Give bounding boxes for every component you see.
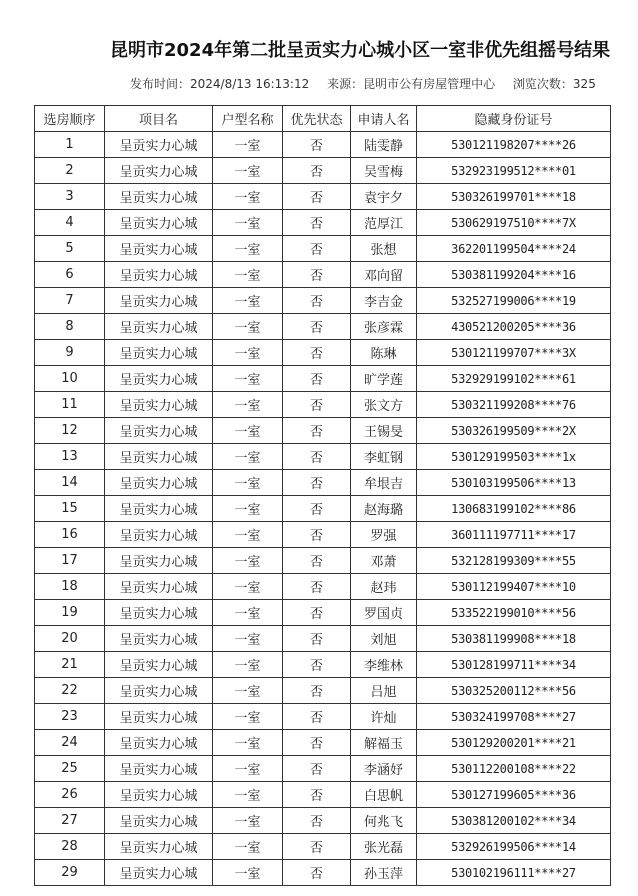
cell-id-number: 530326199701****18 [417,184,611,210]
cell-order: 26 [35,782,105,808]
cell-order: 4 [35,210,105,236]
cell-unit-type: 一室 [213,600,283,626]
cell-id-number: 532926199506****14 [417,834,611,860]
cell-order: 2 [35,158,105,184]
cell-unit-type: 一室 [213,444,283,470]
cell-priority: 否 [283,548,351,574]
cell-order: 10 [35,366,105,392]
cell-project: 呈贡实力心城 [105,730,213,756]
cell-id-number: 530127199605****36 [417,782,611,808]
cell-id-number: 530321199208****76 [417,392,611,418]
cell-unit-type: 一室 [213,808,283,834]
source: 来源：昆明市公有房屋管理中心 [327,77,496,91]
cell-applicant: 吕旭 [351,678,417,704]
cell-order: 6 [35,262,105,288]
cell-order: 1 [35,132,105,158]
cell-priority: 否 [283,340,351,366]
cell-applicant: 赵玮 [351,574,417,600]
cell-applicant: 牟垠吉 [351,470,417,496]
cell-applicant: 陆雯静 [351,132,417,158]
table-row [35,860,611,886]
cell-priority: 否 [283,392,351,418]
cell-id-number: 530324199708****27 [417,704,611,730]
cell-order: 24 [35,730,105,756]
cell-order: 13 [35,444,105,470]
table-row [35,704,611,730]
cell-unit-type: 一室 [213,834,283,860]
cell-applicant: 孙玉萍 [351,860,417,886]
cell-applicant: 李维林 [351,652,417,678]
cell-project: 呈贡实力心城 [105,522,213,548]
cell-order: 14 [35,470,105,496]
cell-project: 呈贡实力心城 [105,860,213,886]
lottery-result-table [34,105,611,886]
cell-applicant: 王锡旻 [351,418,417,444]
cell-order: 3 [35,184,105,210]
cell-applicant: 刘旭 [351,626,417,652]
cell-unit-type: 一室 [213,392,283,418]
cell-project: 呈贡实力心城 [105,600,213,626]
cell-order: 16 [35,522,105,548]
cell-id-number: 530112199407****10 [417,574,611,600]
table-row [35,574,611,600]
cell-unit-type: 一室 [213,678,283,704]
cell-project: 呈贡实力心城 [105,834,213,860]
cell-project: 呈贡实力心城 [105,314,213,340]
cell-unit-type: 一室 [213,470,283,496]
cell-project: 呈贡实力心城 [105,782,213,808]
cell-priority: 否 [283,288,351,314]
cell-unit-type: 一室 [213,210,283,236]
cell-id-number: 530381200102****34 [417,808,611,834]
cell-project: 呈贡实力心城 [105,756,213,782]
cell-order: 15 [35,496,105,522]
publish-time: 发布时间：2024/8/13 16:13:12 [130,77,310,91]
cell-priority: 否 [283,626,351,652]
table-row [35,418,611,444]
cell-priority: 否 [283,184,351,210]
cell-unit-type: 一室 [213,158,283,184]
cell-unit-type: 一室 [213,496,283,522]
cell-id-number: 430521200205****36 [417,314,611,340]
cell-priority: 否 [283,314,351,340]
cell-project: 呈贡实力心城 [105,418,213,444]
cell-project: 呈贡实力心城 [105,262,213,288]
table-row [35,132,611,158]
cell-project: 呈贡实力心城 [105,496,213,522]
header-id-number: 隐藏身份证号 [417,106,611,132]
cell-unit-type: 一室 [213,860,283,886]
cell-id-number: 532929199102****61 [417,366,611,392]
page-title: 昆明市2024年第二批呈贡实力心城小区一室非优先组摇号结果 [110,40,611,61]
cell-unit-type: 一室 [213,262,283,288]
cell-priority: 否 [283,808,351,834]
cell-order: 19 [35,600,105,626]
cell-id-number: 530102196111****27 [417,860,611,886]
table-row [35,756,611,782]
cell-priority: 否 [283,444,351,470]
cell-order: 27 [35,808,105,834]
cell-id-number: 530103199506****13 [417,470,611,496]
cell-priority: 否 [283,158,351,184]
cell-applicant: 邓萧 [351,548,417,574]
table-row [35,782,611,808]
cell-order: 17 [35,548,105,574]
cell-id-number: 530128199711****34 [417,652,611,678]
cell-priority: 否 [283,132,351,158]
table-row [35,600,611,626]
cell-project: 呈贡实力心城 [105,288,213,314]
cell-priority: 否 [283,418,351,444]
cell-id-number: 530129200201****21 [417,730,611,756]
table-row [35,834,611,860]
cell-applicant: 旷学莲 [351,366,417,392]
article-meta [130,75,610,92]
cell-id-number: 530629197510****7X [417,210,611,236]
cell-id-number: 130683199102****86 [417,496,611,522]
table-row [35,340,611,366]
cell-project: 呈贡实力心城 [105,626,213,652]
header-unit-type: 户型名称 [213,106,283,132]
header-priority: 优先状态 [283,106,351,132]
cell-project: 呈贡实力心城 [105,210,213,236]
cell-priority: 否 [283,834,351,860]
header-project: 项目名 [105,106,213,132]
cell-applicant: 解福玉 [351,730,417,756]
cell-order: 8 [35,314,105,340]
cell-applicant: 张文方 [351,392,417,418]
cell-project: 呈贡实力心城 [105,236,213,262]
cell-priority: 否 [283,756,351,782]
cell-applicant: 邓向留 [351,262,417,288]
cell-unit-type: 一室 [213,756,283,782]
cell-order: 5 [35,236,105,262]
cell-priority: 否 [283,210,351,236]
cell-applicant: 李吉金 [351,288,417,314]
table-row [35,730,611,756]
cell-id-number: 530381199908****18 [417,626,611,652]
table-body [35,132,611,886]
cell-order: 25 [35,756,105,782]
cell-priority: 否 [283,652,351,678]
table-row [35,444,611,470]
cell-id-number: 530121199707****3X [417,340,611,366]
cell-unit-type: 一室 [213,184,283,210]
table-row [35,808,611,834]
cell-unit-type: 一室 [213,236,283,262]
cell-priority: 否 [283,704,351,730]
cell-order: 7 [35,288,105,314]
table-row [35,262,611,288]
cell-unit-type: 一室 [213,132,283,158]
cell-order: 22 [35,678,105,704]
cell-applicant: 赵海璐 [351,496,417,522]
cell-id-number: 532128199309****55 [417,548,611,574]
table-row [35,548,611,574]
cell-unit-type: 一室 [213,652,283,678]
cell-applicant: 罗强 [351,522,417,548]
cell-project: 呈贡实力心城 [105,340,213,366]
cell-applicant: 许灿 [351,704,417,730]
cell-project: 呈贡实力心城 [105,444,213,470]
cell-applicant: 陈琳 [351,340,417,366]
cell-id-number: 362201199504****24 [417,236,611,262]
cell-unit-type: 一室 [213,626,283,652]
cell-order: 9 [35,340,105,366]
cell-order: 28 [35,834,105,860]
cell-id-number: 530112200108****22 [417,756,611,782]
cell-id-number: 530325200112****56 [417,678,611,704]
cell-applicant: 吴雪梅 [351,158,417,184]
cell-priority: 否 [283,366,351,392]
cell-id-number: 532923199512****01 [417,158,611,184]
cell-project: 呈贡实力心城 [105,704,213,730]
cell-priority: 否 [283,860,351,886]
table-row [35,626,611,652]
cell-project: 呈贡实力心城 [105,548,213,574]
view-count: 浏览次数：325 [512,77,596,91]
cell-project: 呈贡实力心城 [105,158,213,184]
cell-project: 呈贡实力心城 [105,574,213,600]
table-row [35,678,611,704]
cell-unit-type: 一室 [213,548,283,574]
cell-priority: 否 [283,470,351,496]
cell-unit-type: 一室 [213,288,283,314]
cell-priority: 否 [283,678,351,704]
cell-priority: 否 [283,574,351,600]
cell-unit-type: 一室 [213,730,283,756]
cell-unit-type: 一室 [213,782,283,808]
cell-unit-type: 一室 [213,418,283,444]
cell-applicant: 张光磊 [351,834,417,860]
cell-order: 21 [35,652,105,678]
cell-order: 29 [35,860,105,886]
cell-project: 呈贡实力心城 [105,184,213,210]
cell-priority: 否 [283,236,351,262]
table-row [35,184,611,210]
cell-order: 12 [35,418,105,444]
cell-applicant: 罗国贞 [351,600,417,626]
table-row [35,652,611,678]
cell-id-number: 533522199010****56 [417,600,611,626]
cell-applicant: 张想 [351,236,417,262]
cell-applicant: 袁宇夕 [351,184,417,210]
cell-unit-type: 一室 [213,314,283,340]
table-row [35,496,611,522]
table-row [35,392,611,418]
cell-id-number: 530121198207****26 [417,132,611,158]
cell-unit-type: 一室 [213,704,283,730]
cell-order: 20 [35,626,105,652]
cell-applicant: 范厚江 [351,210,417,236]
cell-applicant: 白思帆 [351,782,417,808]
table-row [35,366,611,392]
cell-order: 23 [35,704,105,730]
cell-id-number: 530129199503****1x [417,444,611,470]
cell-project: 呈贡实力心城 [105,470,213,496]
header-order: 选房顺序 [35,106,105,132]
table-row [35,210,611,236]
cell-project: 呈贡实力心城 [105,392,213,418]
cell-unit-type: 一室 [213,522,283,548]
cell-priority: 否 [283,730,351,756]
cell-applicant: 李虹钢 [351,444,417,470]
cell-priority: 否 [283,600,351,626]
cell-unit-type: 一室 [213,574,283,600]
cell-applicant: 何兆飞 [351,808,417,834]
cell-priority: 否 [283,522,351,548]
cell-order: 11 [35,392,105,418]
table-row [35,470,611,496]
cell-priority: 否 [283,262,351,288]
cell-unit-type: 一室 [213,340,283,366]
table-row [35,288,611,314]
cell-priority: 否 [283,496,351,522]
cell-id-number: 530381199204****16 [417,262,611,288]
cell-project: 呈贡实力心城 [105,808,213,834]
cell-project: 呈贡实力心城 [105,678,213,704]
cell-applicant: 张彦霖 [351,314,417,340]
cell-order: 18 [35,574,105,600]
cell-id-number: 360111197711****17 [417,522,611,548]
cell-unit-type: 一室 [213,366,283,392]
cell-project: 呈贡实力心城 [105,366,213,392]
table-row [35,236,611,262]
cell-id-number: 530326199509****2X [417,418,611,444]
table-row [35,314,611,340]
header-applicant: 申请人名 [351,106,417,132]
cell-project: 呈贡实力心城 [105,652,213,678]
cell-project: 呈贡实力心城 [105,132,213,158]
table-header-row [35,106,611,132]
table-row [35,158,611,184]
cell-applicant: 李涵妤 [351,756,417,782]
cell-priority: 否 [283,782,351,808]
cell-id-number: 532527199006****19 [417,288,611,314]
table-row [35,522,611,548]
